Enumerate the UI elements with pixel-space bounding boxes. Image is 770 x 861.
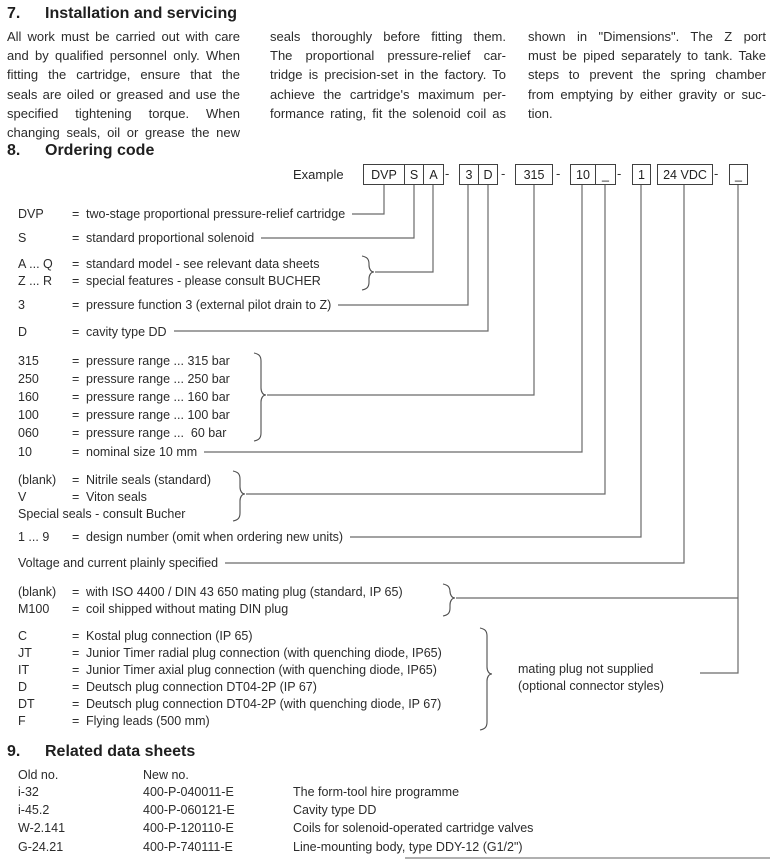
ordering-row	[0, 696, 770, 712]
section-9-number: 9.	[7, 743, 21, 760]
row-code: JT	[18, 646, 32, 660]
ordering-row	[0, 273, 770, 289]
sheet-new-no: 400-P-120110-E	[143, 821, 234, 835]
ordering-row	[0, 529, 770, 545]
section-8-heading	[7, 142, 154, 160]
row-description: pressure function 3 (external pilot drain to Z)	[86, 298, 332, 312]
body-line: achieve the cartridge's maximum per-	[270, 86, 506, 102]
code-box: DVP	[363, 164, 405, 185]
row-description: Deutsch plug connection DT04-2P (with quenching diode, IP 67)	[86, 697, 442, 711]
ordering-row	[0, 389, 770, 405]
section-9-heading	[7, 743, 195, 761]
row-code: F	[18, 714, 26, 728]
row-description: Viton seals	[86, 490, 147, 504]
row-equals: =	[72, 390, 80, 404]
row-equals: =	[72, 354, 80, 368]
body-line: formance rating, fit the solenoid coil as	[270, 105, 506, 121]
sheet-new-no: 400-P-060121-E	[143, 803, 235, 817]
row-description: Deutsch plug connection DT04-2P (IP 67)	[86, 680, 317, 694]
row-code: A ... Q	[18, 257, 53, 271]
table-header-old-no: Old no.	[18, 768, 59, 782]
paragraph-column-3	[528, 27, 766, 123]
body-line: steps to prevent the spring chamber	[528, 67, 766, 83]
code-separator: -	[617, 166, 622, 181]
row-description: pressure range ... 160 bar	[86, 390, 230, 404]
ordering-row	[0, 353, 770, 369]
body-line: tion.	[528, 105, 553, 121]
sheet-old-no: i-32	[18, 785, 39, 799]
sheet-description: Coils for solenoid-operated cartridge valves	[293, 821, 534, 835]
ordering-row	[0, 713, 770, 729]
ordering-row	[0, 628, 770, 644]
row-description: pressure range ... 100 bar	[86, 408, 230, 422]
code-separator: -	[445, 166, 450, 181]
mating-plug-note	[518, 661, 664, 695]
row-equals: =	[72, 298, 80, 312]
sheet-description: Cavity type DD	[293, 803, 377, 817]
ordering-row	[0, 324, 770, 340]
row-description: Special seals - consult Bucher	[18, 507, 186, 521]
sheet-description: The form-tool hire programme	[293, 785, 460, 799]
body-line: seals are oiled or greased and use the	[7, 86, 240, 102]
row-description: cavity type DD	[86, 325, 167, 339]
sheet-old-no: i-45.2	[18, 803, 50, 817]
row-description: pressure range ... 250 bar	[86, 372, 230, 386]
ordering-row	[0, 489, 770, 505]
row-description: Junior Timer axial plug connection (with quenching diode, IP65)	[86, 663, 437, 677]
row-code: Z ... R	[18, 274, 53, 288]
code-separator: -	[556, 166, 561, 181]
row-description: pressure range ... 60 bar	[86, 426, 227, 440]
paragraph-column-2	[270, 27, 506, 123]
page-bottom-rule	[405, 857, 770, 859]
body-line: and by qualified personnel only. When	[7, 48, 240, 64]
ordering-example-label: Example	[293, 167, 344, 182]
row-equals: =	[72, 445, 80, 459]
row-equals: =	[72, 646, 80, 660]
ordering-row	[0, 371, 770, 387]
row-code: 3	[18, 298, 25, 312]
row-description: Kostal plug connection (IP 65)	[86, 629, 253, 643]
row-code: 250	[18, 372, 39, 386]
body-line: tridge is precision-set in the factory. To	[270, 67, 506, 83]
body-line: from emptying by either gravity or suc-	[528, 86, 766, 102]
ordering-row	[0, 506, 770, 522]
row-equals: =	[72, 473, 80, 487]
body-line: seals thoroughly before fitting them.	[270, 29, 506, 44]
row-equals: =	[72, 207, 80, 221]
paragraph-column-1	[7, 27, 240, 142]
code-box: _	[595, 164, 616, 185]
code-box: 1	[632, 164, 651, 185]
row-description: coil shipped without mating DIN plug	[86, 602, 289, 616]
ordering-row	[0, 256, 770, 272]
row-equals: =	[72, 325, 80, 339]
body-line: shown in "Dimensions". The Z port	[528, 29, 766, 44]
code-box: _	[729, 164, 748, 185]
row-code: V	[18, 490, 27, 504]
row-code: C	[18, 629, 28, 643]
code-box: D	[478, 164, 498, 185]
row-description: special features - please consult BUCHER	[86, 274, 321, 288]
row-code: DT	[18, 697, 35, 711]
row-equals: =	[72, 372, 80, 386]
row-code: D	[18, 680, 28, 694]
body-line: changing seals, oil or grease the new	[7, 125, 240, 141]
row-description: Junior Timer radial plug connection (with quenching diode, IP65)	[86, 646, 442, 660]
sheet-description: Line-mounting body, type DDY-12 (G1/2")	[293, 840, 523, 854]
row-equals: =	[72, 680, 80, 694]
section-7-heading	[7, 5, 237, 23]
row-code: 160	[18, 390, 39, 404]
row-equals: =	[72, 663, 80, 677]
code-box: 3	[459, 164, 479, 185]
row-equals: =	[72, 714, 80, 728]
row-description: Voltage and current plainly specified	[18, 556, 219, 570]
body-line: specified tightening torque. When	[7, 105, 240, 121]
row-description: standard model - see relevant data sheets	[86, 257, 320, 271]
body-line: must be piped separately to tank. Take	[528, 48, 766, 64]
row-code: S	[18, 231, 27, 245]
row-code: M100	[18, 602, 50, 616]
section-8-title: Ordering code	[45, 142, 155, 159]
code-box: 24 VDC	[657, 164, 713, 185]
sheet-new-no: 400-P-740111-E	[143, 840, 233, 854]
section-9-title: Related data sheets	[45, 743, 196, 760]
section-7-number: 7.	[7, 5, 21, 22]
ordering-row	[0, 584, 770, 600]
row-equals: =	[72, 426, 80, 440]
body-line: The proportional pressure-relief car-	[270, 48, 506, 64]
row-code: 315	[18, 354, 39, 368]
ordering-row	[0, 555, 770, 571]
row-description: nominal size 10 mm	[86, 445, 198, 459]
mating-plug-note-line-2: (optional connector styles)	[518, 679, 664, 693]
body-line: All work must be carried out with care	[7, 29, 240, 44]
row-equals: =	[72, 257, 80, 271]
ordering-row	[0, 230, 770, 246]
ordering-row	[0, 206, 770, 222]
sheet-old-no: G-24.21	[18, 840, 64, 854]
ordering-row	[0, 407, 770, 423]
ordering-row	[0, 425, 770, 441]
row-code: 10	[18, 445, 32, 459]
row-description: standard proportional solenoid	[86, 231, 255, 245]
code-box: A	[423, 164, 444, 185]
row-equals: =	[72, 408, 80, 422]
ordering-row	[0, 472, 770, 488]
row-equals: =	[72, 274, 80, 288]
ordering-row	[0, 444, 770, 460]
row-equals: =	[72, 602, 80, 616]
row-equals: =	[72, 530, 80, 544]
row-description: Nitrile seals (standard)	[86, 473, 212, 487]
row-description: design number (omit when ordering new units)	[86, 530, 344, 544]
sheet-old-no: W-2.141	[18, 821, 66, 835]
row-description: two-stage proportional pressure-relief cartridge	[86, 207, 346, 221]
code-separator: -	[501, 166, 506, 181]
row-equals: =	[72, 629, 80, 643]
row-description: with ISO 4400 / DIN 43 650 mating plug (standard, IP 65)	[86, 585, 403, 599]
row-equals: =	[72, 231, 80, 245]
ordering-row	[0, 601, 770, 617]
row-code: 100	[18, 408, 39, 422]
row-code: DVP	[18, 207, 44, 221]
row-description: pressure range ... 315 bar	[86, 354, 230, 368]
row-description: Flying leads (500 mm)	[86, 714, 210, 728]
section-8-number: 8.	[7, 142, 21, 159]
sheet-new-no: 400-P-040011-E	[143, 785, 234, 799]
body-line: fitting the cartridge, ensure that the	[7, 67, 240, 83]
ordering-row	[0, 297, 770, 313]
code-box: 10	[570, 164, 596, 185]
section-7-title: Installation and servicing	[45, 5, 238, 22]
row-code: 060	[18, 426, 39, 440]
code-separator: -	[714, 166, 719, 181]
row-code: 1 ... 9	[18, 530, 50, 544]
row-equals: =	[72, 697, 80, 711]
table-header-new-no: New no.	[143, 768, 189, 782]
row-equals: =	[72, 585, 80, 599]
row-code: (blank)	[18, 473, 57, 487]
row-code: (blank)	[18, 585, 57, 599]
mating-plug-note-line-1: mating plug not supplied	[518, 662, 654, 676]
row-code: IT	[18, 663, 30, 677]
row-equals: =	[72, 490, 80, 504]
row-code: D	[18, 325, 28, 339]
code-box: S	[404, 164, 424, 185]
ordering-row	[0, 645, 770, 661]
code-box: 315	[515, 164, 553, 185]
